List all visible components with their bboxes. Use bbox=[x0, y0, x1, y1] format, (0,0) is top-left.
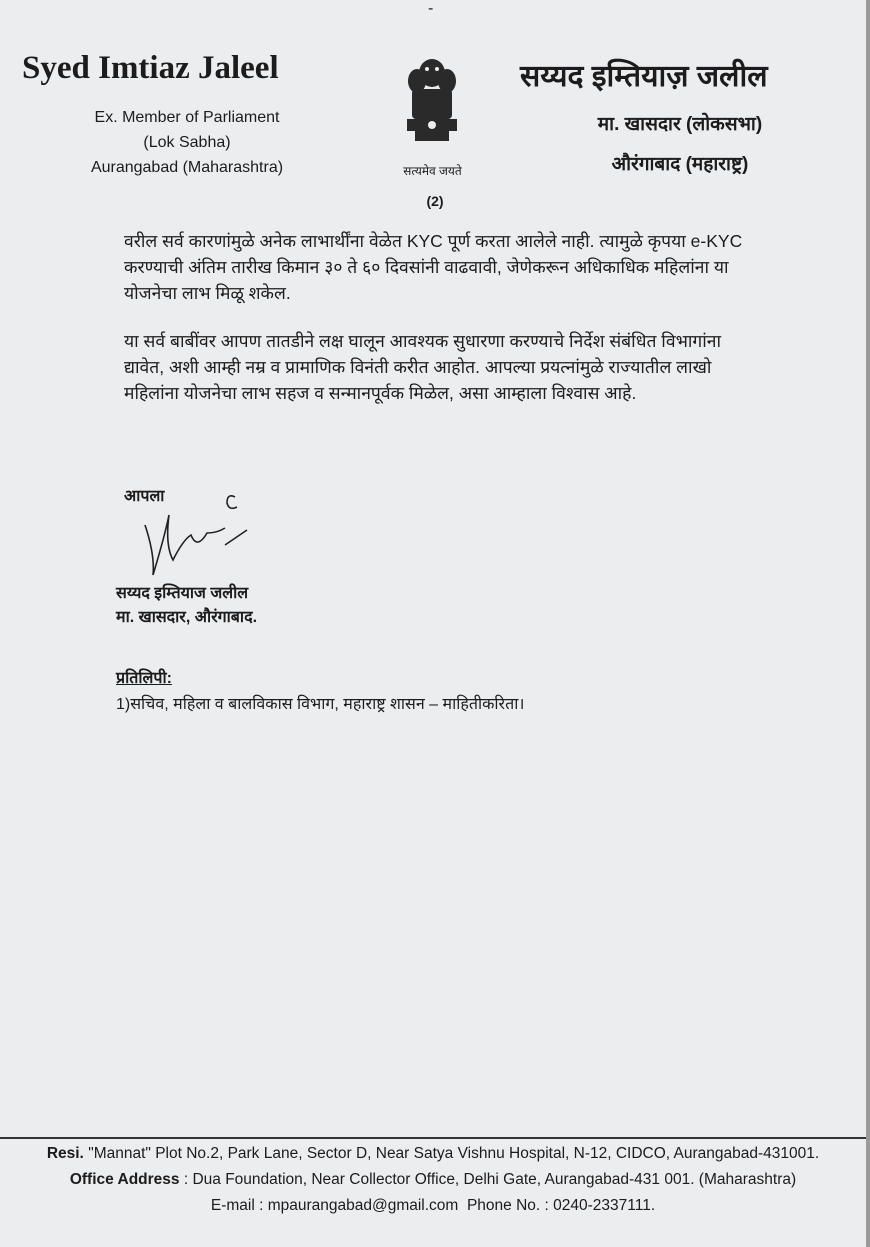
emblem-motto: सत्यमेव जयते bbox=[403, 164, 462, 178]
signatory bbox=[116, 582, 257, 630]
title-line: औरंगाबाद (महाराष्ट्र) bbox=[611, 154, 749, 175]
sender-name-english: Syed Imtiaz Jaleel bbox=[22, 50, 279, 86]
office-label: Office Address bbox=[69, 1171, 180, 1188]
footer-contact bbox=[0, 1197, 866, 1215]
cc-label: प्रतिलिपी: bbox=[116, 670, 172, 687]
resi-address: "Mannat" Plot No.2, Park Lane, Sector D, Near Satya Vishnu Hospital, N-12, CIDCO, Aurangabad-431001. bbox=[88, 1145, 820, 1162]
cc-item: 1)सचिव, महिला व बालविकास विभाग, महाराष्ट्र शासन – माहितीकरिता। bbox=[116, 696, 525, 713]
paper-edge bbox=[866, 0, 870, 1247]
body-paragraph: वरील सर्व कारणांमुळे अनेक लाभार्थींना वेळेत KYC पूर्ण करता आलेले नाही. त्यामुळे कृपया e-KYC करण्याची अंतिम तारीख किमान ३० ते ६० दिवसांनी वाढवावी, जेणेकरून अधिकाधिक महिलांना या योजनेचा लाभ मिळू शकेल. bbox=[124, 231, 743, 303]
sender-title-marathi bbox=[540, 105, 820, 185]
national-emblem-icon bbox=[395, 55, 470, 150]
email: E-mail : mpaurangabad@gmail.com bbox=[210, 1197, 459, 1214]
title-line: Ex. Member of Parliament bbox=[94, 109, 280, 126]
top-mark: - bbox=[428, 0, 434, 17]
closing-salutation: आपला bbox=[124, 488, 165, 505]
signature bbox=[135, 485, 265, 585]
page-number: (2) bbox=[426, 193, 444, 209]
phone: Phone No. : 0240-2337111. bbox=[466, 1197, 656, 1214]
sender-title-english bbox=[57, 105, 317, 180]
resi-label: Resi. bbox=[46, 1145, 84, 1162]
title-line: Aurangabad (Maharashtra) bbox=[90, 159, 284, 176]
body-paragraph: या सर्व बाबींवर आपण तातडीने लक्ष घालून आवश्यक सुधारणा करण्याचे निर्देश संबंधित विभागांना द्यावेत, अशी आम्ही नम्र व प्रामाणिक विनंती करीत आहोत. आपल्या प्रयत्नांमुळे राज्यातील लाखो महिलांना योजनेचा लाभ सहज व सन्मानपूर्वक मिळेल, असा आम्हाला विश्वास आहे. bbox=[124, 331, 722, 403]
sender-name-marathi: सय्यद इम्तियाज़ जलील bbox=[520, 60, 768, 93]
footer-residence bbox=[0, 1145, 866, 1163]
footer-office bbox=[0, 1171, 866, 1189]
signatory-title: मा. खासदार, औरंगाबाद. bbox=[116, 609, 258, 626]
footer-divider bbox=[0, 1137, 866, 1139]
office-address: : Dua Foundation, Near Collector Office, Delhi Gate, Aurangabad-431 001. (Maharashtra) bbox=[179, 1171, 797, 1188]
title-line: मा. खासदार (लोकसभा) bbox=[597, 114, 763, 135]
title-line: (Lok Sabha) bbox=[143, 134, 231, 151]
signatory-name: सय्यद इम्तियाज जलील bbox=[116, 585, 249, 602]
